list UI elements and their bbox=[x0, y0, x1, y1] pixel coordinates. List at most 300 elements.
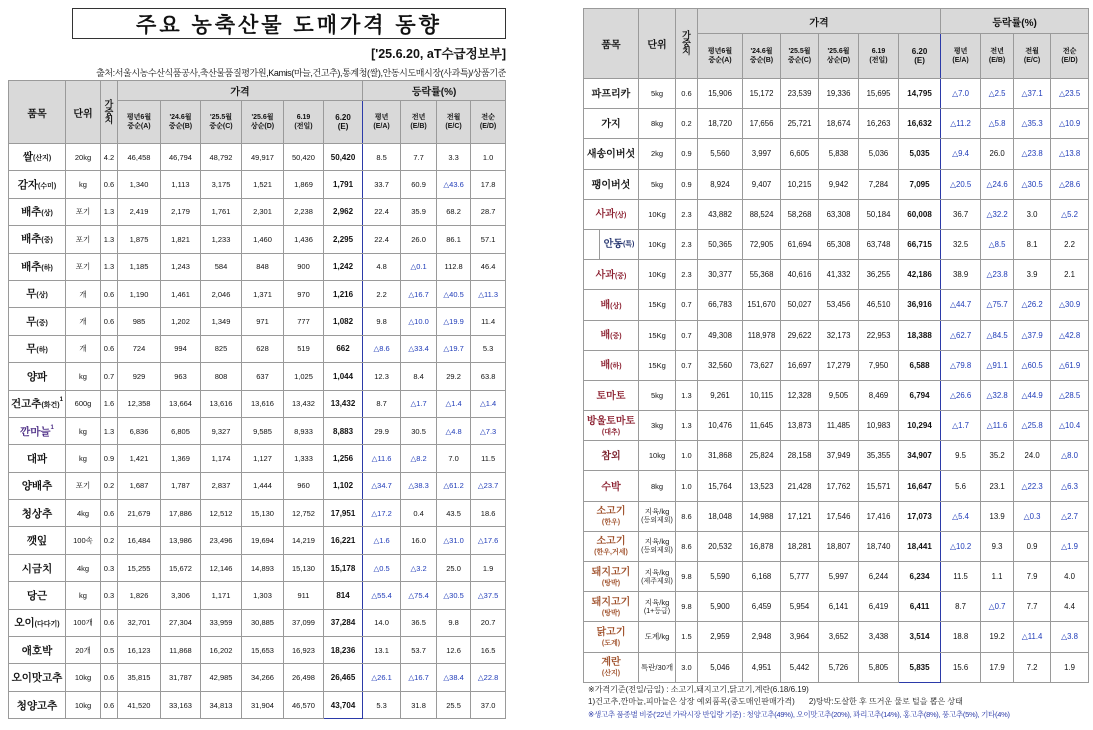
price-early-june-d: 9,942 bbox=[819, 169, 859, 199]
price-normal-a: 724 bbox=[118, 335, 161, 362]
header-line: (E/C) bbox=[445, 123, 462, 130]
header-line: (E/B) bbox=[410, 123, 427, 130]
header-line: 전년 bbox=[411, 114, 426, 121]
price-early-june-d: 1,521 bbox=[242, 171, 284, 198]
change-vs-last-period: △37.5 bbox=[471, 582, 506, 609]
change-vs-last-period: △23.7 bbox=[471, 472, 506, 499]
item-name-cell bbox=[9, 637, 66, 664]
weight-cell: 2.3 bbox=[676, 199, 698, 229]
unit-label: 지육/kg bbox=[644, 567, 670, 577]
header-line: 중순(C) bbox=[787, 57, 812, 64]
price-last-month-c: 25,721 bbox=[781, 109, 819, 139]
price-yesterday: 18,740 bbox=[859, 531, 899, 561]
unit-cell bbox=[639, 260, 676, 290]
change-vs-last-month: △30.5 bbox=[1014, 169, 1051, 199]
item-name-wrap bbox=[23, 147, 51, 164]
item-name-wrap bbox=[600, 295, 621, 312]
weight-cell: 1.3 bbox=[101, 253, 118, 280]
price-yesterday: 50,184 bbox=[859, 199, 899, 229]
price-normal-a: 929 bbox=[118, 363, 161, 390]
change-vs-last-month: △38.4 bbox=[437, 664, 471, 691]
change-vs-last-period: 18.6 bbox=[471, 500, 506, 527]
item-name-cell bbox=[9, 198, 66, 225]
price-last-year-b: 13,986 bbox=[161, 527, 201, 554]
price-last-year-b: 2,948 bbox=[743, 622, 781, 652]
price-yesterday: 3,438 bbox=[859, 622, 899, 652]
change-vs-last-month: 0.9 bbox=[1014, 531, 1051, 561]
price-normal-a: 46,458 bbox=[118, 144, 161, 171]
unit-label: kg bbox=[79, 453, 87, 463]
price-normal-a: 66,783 bbox=[698, 290, 743, 320]
item-name-wrap bbox=[601, 477, 620, 494]
unit-cell bbox=[66, 664, 101, 691]
header-line: (E/D) bbox=[479, 123, 497, 130]
change-vs-last-period: △13.8 bbox=[1051, 139, 1089, 169]
header-price-normal-a bbox=[698, 34, 743, 79]
change-vs-last-period: △6.3 bbox=[1051, 471, 1089, 501]
price-yesterday: 519 bbox=[284, 335, 324, 362]
change-vs-last-month: 25.5 bbox=[437, 691, 471, 718]
item-name: 방울토마토 bbox=[586, 415, 636, 427]
change-vs-last-year: △1.7 bbox=[401, 390, 437, 417]
weight-cell: 0.6 bbox=[101, 691, 118, 718]
weight-cell: 1.3 bbox=[101, 417, 118, 444]
item-grade: (산지) bbox=[32, 155, 52, 163]
table-row bbox=[9, 445, 506, 472]
price-last-month-c: 23,539 bbox=[781, 79, 819, 109]
price-last-month-c: 34,813 bbox=[201, 691, 242, 718]
change-vs-last-year: △8.5 bbox=[981, 229, 1014, 259]
footnote-tangbak-definition: 2)탕박:도살한 후 뜨거운 물로 털을 뽑은 상태 bbox=[808, 697, 963, 706]
change-vs-last-period: △22.8 bbox=[471, 664, 506, 691]
item-name-cell bbox=[584, 380, 639, 410]
unit-cell bbox=[639, 350, 676, 380]
price-last-year-b: 4,951 bbox=[743, 652, 781, 682]
header-change-vs-last-year bbox=[401, 101, 437, 144]
price-today-e: 6,234 bbox=[899, 562, 941, 592]
change-vs-last-year: △8.2 bbox=[401, 445, 437, 472]
item-name-wrap bbox=[596, 204, 627, 221]
change-vs-last-year: 31.8 bbox=[401, 691, 437, 718]
table-row bbox=[9, 390, 506, 417]
weight-cell: 1.3 bbox=[676, 380, 698, 410]
change-vs-normal: △79.8 bbox=[941, 350, 981, 380]
price-last-year-b: 1,369 bbox=[161, 445, 201, 472]
change-vs-last-period: △17.6 bbox=[471, 527, 506, 554]
price-last-month-c: 10,215 bbox=[781, 169, 819, 199]
price-today-e: 15,178 bbox=[324, 554, 363, 581]
item-name: 수박 bbox=[601, 481, 621, 493]
price-last-month-c: 33,959 bbox=[201, 609, 242, 636]
unit-label: kg bbox=[79, 371, 87, 381]
weight-cell: 1.3 bbox=[676, 411, 698, 441]
footnote-pepper-share: ※생고추 품종별 비중('22년 가락시장 반입량 기준) : 청양고추(49%), 오이맛고추(20%), 꽈리고추(14%), 홍고추(8%), 풍고추(5%), 기타(4%) bbox=[588, 710, 1010, 719]
weight-cell: 1.3 bbox=[101, 198, 118, 225]
item-name-cell bbox=[9, 527, 66, 554]
item-name: 양배추 bbox=[21, 480, 53, 493]
price-early-june-d: 11,485 bbox=[819, 411, 859, 441]
item-name-cell bbox=[9, 609, 66, 636]
price-normal-a: 31,868 bbox=[698, 441, 743, 471]
table-row bbox=[584, 169, 1089, 199]
unit-label: 3kg bbox=[650, 421, 664, 431]
price-last-year-b: 1,461 bbox=[161, 280, 201, 307]
header-line: 전월 bbox=[446, 114, 461, 121]
price-last-month-c: 3,964 bbox=[781, 622, 819, 652]
price-last-year-b: 151,670 bbox=[743, 290, 781, 320]
header-line: (E/C) bbox=[1023, 57, 1041, 64]
item-name: 무 bbox=[26, 288, 37, 301]
weight-cell: 1.0 bbox=[676, 441, 698, 471]
item-grade: (하) bbox=[610, 363, 622, 371]
price-yesterday: 5,805 bbox=[859, 652, 899, 682]
price-normal-a: 32,560 bbox=[698, 350, 743, 380]
price-last-year-b: 17,886 bbox=[161, 500, 201, 527]
item-grade: (하) bbox=[36, 346, 48, 354]
unit-cell bbox=[639, 199, 676, 229]
price-early-june-d: 17,546 bbox=[819, 501, 859, 531]
item-name-wrap bbox=[14, 613, 59, 630]
header-line: (전일) bbox=[294, 123, 313, 130]
price-yesterday: 6,244 bbox=[859, 562, 899, 592]
item-name-wrap bbox=[21, 202, 53, 219]
item-name: 깐마늘 bbox=[20, 425, 51, 438]
change-vs-last-month: 7.9 bbox=[1014, 562, 1051, 592]
change-vs-last-period: △23.5 bbox=[1051, 79, 1089, 109]
price-last-month-c: 3,175 bbox=[201, 171, 242, 198]
price-normal-a: 18,720 bbox=[698, 109, 743, 139]
price-yesterday: 50,420 bbox=[284, 144, 324, 171]
item-name: 돼지고기 bbox=[591, 596, 631, 608]
price-normal-a: 8,924 bbox=[698, 169, 743, 199]
weight-cell: 0.9 bbox=[101, 445, 118, 472]
price-last-month-c: 13,873 bbox=[781, 411, 819, 441]
weight-cell: 0.7 bbox=[676, 290, 698, 320]
item-name-wrap bbox=[584, 562, 638, 589]
weight-cell: 0.6 bbox=[101, 335, 118, 362]
price-early-june-d: 2,301 bbox=[242, 198, 284, 225]
change-vs-last-year: △3.2 bbox=[401, 554, 437, 581]
table-row bbox=[584, 199, 1089, 229]
item-name-cell bbox=[584, 652, 639, 682]
change-vs-last-period: 16.5 bbox=[471, 637, 506, 664]
item-name-cell bbox=[584, 260, 639, 290]
left-price-table bbox=[8, 80, 506, 719]
item-grade: (한우) bbox=[601, 519, 621, 527]
weight-cell: 0.7 bbox=[676, 350, 698, 380]
header-price-last-year-b bbox=[743, 34, 781, 79]
weight-cell: 1.6 bbox=[101, 390, 118, 417]
header-price-group: 가격 bbox=[698, 9, 941, 34]
item-name-wrap bbox=[584, 501, 638, 528]
change-vs-normal: △11.2 bbox=[941, 109, 981, 139]
item-name-wrap bbox=[600, 325, 621, 342]
header-price-normal-a bbox=[118, 101, 161, 144]
price-normal-a: 21,679 bbox=[118, 500, 161, 527]
change-vs-last-year: △32.2 bbox=[981, 199, 1014, 229]
price-early-june-d: 63,308 bbox=[819, 199, 859, 229]
price-early-june-d: 1,460 bbox=[242, 226, 284, 253]
price-last-month-c: 1,233 bbox=[201, 226, 242, 253]
unit-cell bbox=[66, 198, 101, 225]
item-name-cell bbox=[9, 280, 66, 307]
change-vs-last-month: △60.5 bbox=[1014, 350, 1051, 380]
header-change-vs-normal bbox=[363, 101, 401, 144]
change-vs-last-month: △25.8 bbox=[1014, 411, 1051, 441]
price-last-year-b: 13,523 bbox=[743, 471, 781, 501]
item-name-cell bbox=[9, 171, 66, 198]
price-yesterday: 8,469 bbox=[859, 380, 899, 410]
weight-cell: 0.9 bbox=[676, 139, 698, 169]
unit-label: 특란/30개 bbox=[640, 662, 674, 672]
unit-label: 지육/kg bbox=[644, 507, 670, 517]
unit-label: 5kg bbox=[650, 89, 664, 99]
price-early-june-d: 9,585 bbox=[242, 417, 284, 444]
header-item: 품목 bbox=[9, 81, 66, 144]
item-name-cell bbox=[9, 308, 66, 335]
item-name-wrap bbox=[11, 394, 63, 411]
price-last-year-b: 13,664 bbox=[161, 390, 201, 417]
price-normal-a: 985 bbox=[118, 308, 161, 335]
price-early-june-d: 9,505 bbox=[819, 380, 859, 410]
item-name-wrap bbox=[18, 175, 56, 192]
price-normal-a: 30,377 bbox=[698, 260, 743, 290]
price-last-year-b: 88,524 bbox=[743, 199, 781, 229]
header-line: '24.6월 bbox=[750, 48, 773, 55]
change-vs-last-period: △30.9 bbox=[1051, 290, 1089, 320]
price-normal-a: 35,815 bbox=[118, 664, 161, 691]
header-change-vs-normal bbox=[941, 34, 981, 79]
price-yesterday: 12,752 bbox=[284, 500, 324, 527]
item-name-wrap bbox=[22, 641, 52, 658]
table-row bbox=[9, 144, 506, 171]
change-vs-normal: △26.1 bbox=[363, 664, 401, 691]
item-grade: (특) bbox=[622, 241, 635, 249]
unit-cell bbox=[66, 144, 101, 171]
price-last-year-b: 73,627 bbox=[743, 350, 781, 380]
unit-label: 2kg bbox=[650, 149, 664, 159]
change-vs-last-period: 28.7 bbox=[471, 198, 506, 225]
price-last-month-c: 808 bbox=[201, 363, 242, 390]
header-line: 평년6월 bbox=[126, 114, 152, 121]
price-today-e: 34,907 bbox=[899, 441, 941, 471]
item-grade: (한우,거세) bbox=[594, 549, 628, 557]
item-name-cell bbox=[584, 199, 639, 229]
price-last-month-c: 18,281 bbox=[781, 531, 819, 561]
price-early-june-d: 49,917 bbox=[242, 144, 284, 171]
unit-cell bbox=[66, 308, 101, 335]
change-vs-last-month: 24.0 bbox=[1014, 441, 1051, 471]
unit-cell bbox=[639, 139, 676, 169]
price-normal-a: 2,419 bbox=[118, 198, 161, 225]
change-vs-last-year: 1.1 bbox=[981, 562, 1014, 592]
header-change-group: 등락률(%) bbox=[941, 9, 1089, 34]
change-vs-last-year: 0.4 bbox=[401, 500, 437, 527]
unit-label: 포기 bbox=[75, 234, 91, 244]
price-early-june-d: 15,130 bbox=[242, 500, 284, 527]
price-yesterday: 35,355 bbox=[859, 441, 899, 471]
price-last-year-b: 118,978 bbox=[743, 320, 781, 350]
table-row bbox=[9, 664, 506, 691]
change-vs-last-period: △1.4 bbox=[471, 390, 506, 417]
price-today-e: 18,236 bbox=[324, 637, 363, 664]
weight-cell: 9.8 bbox=[676, 562, 698, 592]
unit-label: 10Kg bbox=[648, 240, 666, 250]
price-last-year-b: 963 bbox=[161, 363, 201, 390]
price-today-e: 17,073 bbox=[899, 501, 941, 531]
change-vs-last-period: △8.0 bbox=[1051, 441, 1089, 471]
data-source-note: 출처:서울시농수산식품공사,축산물품질평가원,Kamis(마늘,건고추),통계청(쌀),안동시도매시장(사과특)/상품기준 bbox=[96, 68, 506, 78]
item-name: 계란 bbox=[601, 657, 621, 669]
change-vs-normal: △10.2 bbox=[941, 531, 981, 561]
header-price-today-e bbox=[324, 101, 363, 144]
item-grade: (도계) bbox=[601, 639, 621, 647]
change-vs-normal: △0.5 bbox=[363, 554, 401, 581]
change-vs-normal: 22.4 bbox=[363, 226, 401, 253]
item-name: 대파 bbox=[26, 452, 48, 465]
change-vs-normal: 4.8 bbox=[363, 253, 401, 280]
table-row bbox=[584, 562, 1089, 592]
price-normal-a: 43,882 bbox=[698, 199, 743, 229]
change-vs-last-period: 11.4 bbox=[471, 308, 506, 335]
price-normal-a: 9,261 bbox=[698, 380, 743, 410]
change-vs-last-month: △22.3 bbox=[1014, 471, 1051, 501]
unit-label: 20개 bbox=[75, 645, 91, 655]
change-vs-last-year: △75.7 bbox=[981, 290, 1014, 320]
item-name: 무 bbox=[26, 315, 37, 328]
unit-cell bbox=[66, 390, 101, 417]
price-normal-a: 1,340 bbox=[118, 171, 161, 198]
price-early-june-d: 1,303 bbox=[242, 582, 284, 609]
item-name-wrap bbox=[584, 592, 638, 619]
header-line: 상순(D) bbox=[826, 57, 851, 64]
change-vs-last-period: △5.2 bbox=[1051, 199, 1089, 229]
unit-cell bbox=[639, 652, 676, 682]
item-name: 무 bbox=[26, 342, 37, 355]
header-unit: 단위 bbox=[639, 9, 676, 79]
item-grade: (산지) bbox=[601, 670, 621, 678]
price-today-e: 7,095 bbox=[899, 169, 941, 199]
item-name-wrap bbox=[601, 446, 620, 463]
item-name-wrap bbox=[22, 559, 52, 576]
price-last-month-c: 12,146 bbox=[201, 554, 242, 581]
weight-cell: 0.7 bbox=[676, 320, 698, 350]
unit-cell bbox=[639, 501, 676, 531]
price-yesterday: 14,219 bbox=[284, 527, 324, 554]
weight-cell: 0.6 bbox=[101, 500, 118, 527]
table-row bbox=[9, 472, 506, 499]
change-vs-last-year: 16.0 bbox=[401, 527, 437, 554]
price-last-year-b: 31,787 bbox=[161, 664, 201, 691]
item-name: 새송이버섯 bbox=[586, 149, 636, 161]
unit-cell bbox=[639, 169, 676, 199]
price-last-month-c: 9,327 bbox=[201, 417, 242, 444]
change-vs-last-month: 3.3 bbox=[437, 144, 471, 171]
unit-cell bbox=[66, 527, 101, 554]
unit-label: 5kg bbox=[650, 390, 664, 400]
price-normal-a: 1,185 bbox=[118, 253, 161, 280]
change-vs-normal: △1.7 bbox=[941, 411, 981, 441]
item-name-wrap bbox=[26, 312, 48, 329]
unit-label: 100속 bbox=[73, 536, 93, 546]
price-normal-a: 15,255 bbox=[118, 554, 161, 581]
table-row bbox=[584, 471, 1089, 501]
item-name-cell bbox=[9, 417, 66, 444]
price-early-june-d: 53,456 bbox=[819, 290, 859, 320]
header-weight-label: 가중치 bbox=[103, 98, 114, 123]
item-name-cell bbox=[584, 139, 639, 169]
change-vs-last-month: 25.0 bbox=[437, 554, 471, 581]
change-vs-last-month: 43.5 bbox=[437, 500, 471, 527]
price-last-year-b: 1,821 bbox=[161, 226, 201, 253]
price-normal-a: 18,048 bbox=[698, 501, 743, 531]
price-last-year-b: 3,997 bbox=[743, 139, 781, 169]
item-name-wrap bbox=[601, 114, 620, 131]
price-normal-a: 15,906 bbox=[698, 79, 743, 109]
header-price-last-month-c bbox=[201, 101, 242, 144]
header-line: (E/D) bbox=[1061, 57, 1078, 64]
change-vs-last-month: △0.3 bbox=[1014, 501, 1051, 531]
header-line: 6.20 bbox=[335, 113, 351, 122]
price-last-year-b: 1,202 bbox=[161, 308, 201, 335]
item-name-wrap bbox=[21, 257, 53, 274]
change-vs-last-year: 35.9 bbox=[401, 198, 437, 225]
item-grade: (다다기) bbox=[34, 620, 60, 628]
price-last-year-b: 6,805 bbox=[161, 417, 201, 444]
price-last-year-b: 15,172 bbox=[743, 79, 781, 109]
table-row bbox=[584, 531, 1089, 561]
unit-cell bbox=[639, 229, 676, 259]
price-normal-a: 16,123 bbox=[118, 637, 161, 664]
weight-cell: 0.6 bbox=[676, 79, 698, 109]
item-grade: (상) bbox=[614, 212, 627, 220]
weight-cell: 0.6 bbox=[101, 664, 118, 691]
change-vs-last-period: △2.7 bbox=[1051, 501, 1089, 531]
item-name-wrap bbox=[599, 230, 638, 259]
change-vs-last-period: △7.3 bbox=[471, 417, 506, 444]
price-early-june-d: 15,653 bbox=[242, 637, 284, 664]
change-vs-last-period: 5.3 bbox=[471, 335, 506, 362]
price-yesterday: 16,263 bbox=[859, 109, 899, 139]
item-name-cell bbox=[9, 253, 66, 280]
item-grade: (화건) bbox=[41, 401, 60, 409]
weight-cell: 0.6 bbox=[101, 609, 118, 636]
price-today-e: 1,256 bbox=[324, 445, 363, 472]
page-title: 주요 농축산물 도매가격 동향 bbox=[72, 8, 506, 39]
header-price-early-june-d bbox=[819, 34, 859, 79]
price-yesterday: 8,933 bbox=[284, 417, 324, 444]
change-vs-last-period: 2.2 bbox=[1051, 229, 1089, 259]
price-today-e: 814 bbox=[324, 582, 363, 609]
change-vs-last-month: 29.2 bbox=[437, 363, 471, 390]
change-vs-last-year: △11.6 bbox=[981, 411, 1014, 441]
price-early-june-d: 5,838 bbox=[819, 139, 859, 169]
header-line: (E) bbox=[337, 122, 349, 131]
item-name-cell bbox=[584, 79, 639, 109]
change-vs-last-month: 9.8 bbox=[437, 609, 471, 636]
item-name-cell bbox=[584, 109, 639, 139]
price-today-e: 1,242 bbox=[324, 253, 363, 280]
price-last-year-b: 33,163 bbox=[161, 691, 201, 718]
change-vs-normal: 32.5 bbox=[941, 229, 981, 259]
header-line: 전월 bbox=[1025, 48, 1039, 55]
price-last-month-c: 1,761 bbox=[201, 198, 242, 225]
price-normal-a: 1,190 bbox=[118, 280, 161, 307]
header-price-early-june-d bbox=[242, 101, 284, 144]
change-vs-last-period: △28.5 bbox=[1051, 380, 1089, 410]
unit-cell bbox=[66, 171, 101, 198]
right-table-body bbox=[584, 79, 1089, 683]
